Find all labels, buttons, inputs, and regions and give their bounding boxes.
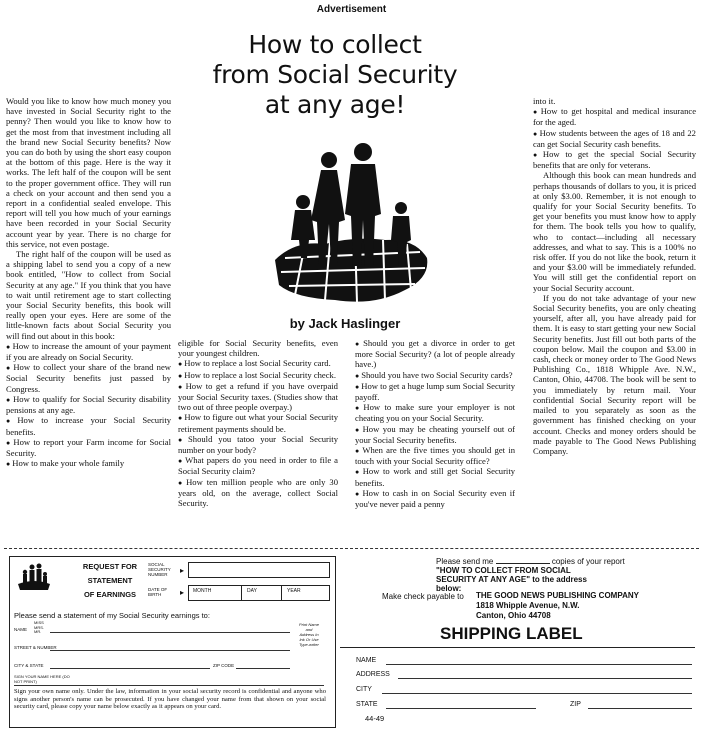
ad-code: 44-49 bbox=[365, 714, 385, 723]
signature-label: SIGN YOUR NAME HERE (DO NOT PRINT) bbox=[14, 674, 70, 684]
ship-city-label: CITY bbox=[356, 686, 372, 693]
bullet-item: ● What papers do you need in order to file a Social Security claim? bbox=[178, 455, 338, 476]
legal-notice: Sign your own name only. Under the law, information in your social security record is confidential and anyone who signs another person's name can be prosecuted. If you have changed your name from that shown on your social security card, please copy your name below exactly as it appears on your card. bbox=[14, 688, 326, 711]
book-title-line: "HOW TO COLLECT FROM SOCIAL SECURITY AT ANY AGE" to the address below: bbox=[436, 566, 587, 593]
shipping-label-title: SHIPPING LABEL bbox=[440, 624, 583, 643]
company-street: 1818 Whipple Avenue, N.W. bbox=[476, 601, 580, 610]
arrow-icon: ▸ bbox=[180, 566, 185, 575]
bullet-item: ● How to get a refund if you have overpaid your Social Security taxes. (Studies show that two out of three people overpay.) bbox=[178, 381, 338, 413]
year-label: YEAR bbox=[287, 588, 301, 594]
ssn-label: SOCIAL SECURITY NUMBER bbox=[148, 562, 171, 577]
ship-name-field[interactable] bbox=[386, 664, 692, 665]
bullet-item: ● Should you tatoo your Social Security number on your body? bbox=[178, 434, 338, 455]
headline-line-3: at any age! bbox=[264, 90, 406, 119]
divider bbox=[340, 647, 695, 648]
ship-state-label: STATE bbox=[356, 701, 378, 708]
bullet-item: ● How to figure out what your Social Security retirement payments should be. bbox=[178, 412, 338, 433]
form-title-line-2: STATEMENT bbox=[87, 576, 133, 585]
send-me-text: Please send me bbox=[436, 557, 494, 566]
title-options: MISS MRS. MR. bbox=[34, 620, 44, 634]
form-title-line-1: REQUEST FOR bbox=[82, 562, 138, 571]
byline: by Jack Haslinger bbox=[289, 316, 401, 331]
order-request bbox=[436, 557, 686, 566]
ship-zip-label: ZIP bbox=[570, 701, 581, 708]
bullet-item: ● Should you get a divorce in order to get more Social Security? (a lot of people already have.) bbox=[355, 338, 515, 370]
bullet-item: ● How to collect your share of the brand new Social Security benefits just passed by Congress. bbox=[6, 362, 171, 394]
company-city: Canton, Ohio 44708 bbox=[476, 611, 551, 620]
bullet-item: ● How to make your whole family bbox=[6, 458, 171, 469]
article-column-2 bbox=[178, 338, 338, 508]
family-logo-icon bbox=[16, 562, 52, 592]
family-on-map-illustration bbox=[265, 140, 435, 308]
bullet-item: ● How to get a huge lump sum Social Security payoff. bbox=[355, 381, 515, 402]
bullet-item: ● Should you have two Social Security cards? bbox=[355, 370, 515, 381]
paragraph: eligible for Social Security benefits, even your youngest children. bbox=[178, 338, 338, 359]
payable-label: Make check payable to bbox=[382, 592, 464, 601]
bullet-item: ● How you may be cheating yourself out of your Social Security benefits. bbox=[355, 424, 515, 445]
bullet-item: ● How to increase your Social Security benefits. bbox=[6, 415, 171, 436]
arrow-icon: ▸ bbox=[180, 588, 185, 597]
bullet-item: ● How to get the special Social Security benefits that are only for veterans. bbox=[533, 149, 696, 170]
bullet-item: ● How to replace a lost Social Security check. bbox=[178, 370, 338, 381]
bullet-item: ● How to cash in on Social Security even if you've never paid a penny bbox=[355, 488, 515, 509]
headline bbox=[190, 30, 480, 120]
copies-text: copies of your report bbox=[551, 557, 625, 566]
divider bbox=[241, 586, 242, 600]
headline-line-2: from Social Security bbox=[212, 60, 458, 89]
ship-address-label: ADDRESS bbox=[356, 671, 390, 678]
company-name: THE GOOD NEWS PUBLISHING COMPANY bbox=[476, 591, 639, 600]
street-field[interactable] bbox=[50, 650, 290, 651]
ship-name-label: NAME bbox=[356, 657, 377, 664]
ship-address-field[interactable] bbox=[398, 678, 692, 679]
bullet-item: ● How ten million people who are only 30 years old, on the average, collect Social Security. bbox=[178, 477, 338, 509]
bullet-item: ● How to increase the amount of your payment if you are already on Social Security. bbox=[6, 341, 171, 362]
bullet-item: ● How students between the ages of 18 and 22 can get Social Security cash benefits. bbox=[533, 128, 696, 149]
article-column-3 bbox=[355, 338, 515, 509]
coupon-cut-line bbox=[4, 548, 699, 549]
article-column-4 bbox=[533, 96, 696, 456]
zip-label: ZIP CODE bbox=[213, 663, 235, 668]
day-label: DAY bbox=[247, 588, 257, 594]
paragraph: The right half of the coupon will be used as a shipping label to send you a copy of a new book entitled, "How to collect from Social Security at any age." If you think that you have to wait until retirement age to start collecting your Social Security benefits, this book will really open your eyes. Here are some of the little-known facts about Social Security you will find out about in this book: bbox=[6, 249, 171, 341]
name-label: NAME bbox=[14, 627, 28, 632]
signature-field[interactable] bbox=[14, 685, 324, 686]
paragraph: If you do not take advantage of your new Social Security benefits, you are only cheating yourself, after all, you have already paid for them. It is easy to start getting your new Social Security benefits. Just fill out both parts of the coupon below. Mail the coupon and $3.00 in cash, check or money order to The Good News Publishing Co., 1818 Whipple Ave. N.W., Canton, Ohio, 44708. The book will be sent to you immediately by return mail. Your confidential Social Security report will be mailed to you separately as soon as the government has finished checking on your account. Checks and money orders should be made payable to The Good News Publishing Company. bbox=[533, 292, 696, 456]
city-label: CITY & STATE bbox=[14, 663, 44, 668]
bullet-item: ● How to replace a lost Social Security card. bbox=[178, 358, 338, 369]
month-label: MONTH bbox=[193, 588, 212, 594]
bullet-item: ● How to qualify for Social Security disability pensions at any age. bbox=[6, 394, 171, 415]
name-field[interactable] bbox=[50, 632, 290, 633]
paragraph: Would you like to know how much money you have invested in Social Security right to the penny? Then would you like to know how to get the most from that investment including all the brand new Social Security benefits? Now you can do both by using the short easy coupon at the bottom of this page. Here is the way it works. The left half of the coupon will be sent to the proper government office. They will run a check on your account and then send you a report in a confidential sealed envelope. This report will tell you how much of your earnings have been recorded in your Social Security account year by year. There is no charge for this service, not even postage. bbox=[6, 96, 171, 249]
form-title-line-3: OF EARNINGS bbox=[83, 590, 137, 599]
headline-line-1: How to collect bbox=[248, 30, 422, 59]
ssn-input[interactable] bbox=[188, 562, 330, 578]
paragraph: Although this book can mean hundreds and perhaps thousands of dollars to you, it is priced at only $3.00. Remember, it is not enough to qualify for your Social Security benefits. To get your benefits you must know how to apply for them. The book tells you how to qualify, who to contact—including all necessary addresses, and what to say. This is a 100% no risk offer. If you do not like the book, return it and your $3.00 will be immediately refunded. You will still get the confidential report on your Social Security account. bbox=[533, 170, 696, 293]
ship-state-field[interactable] bbox=[386, 708, 536, 709]
zip-field[interactable] bbox=[236, 668, 290, 669]
street-label: STREET & NUMBER bbox=[14, 645, 57, 650]
print-note: Print Name and Address In Ink Or Use Type-writer bbox=[298, 622, 319, 647]
advertisement-label: Advertisement bbox=[316, 4, 387, 15]
bullet-item: ● How to make sure your employer is not cheating you on your Social Security. bbox=[355, 402, 515, 423]
copies-field[interactable] bbox=[496, 563, 550, 564]
paragraph: into it. bbox=[533, 96, 556, 106]
bullet-item: ● How to work and still get Social Security benefits. bbox=[355, 466, 515, 487]
ship-city-field[interactable] bbox=[382, 693, 692, 694]
form-instructions: Please send a statement of my Social Security earnings to: bbox=[14, 611, 210, 620]
dob-input[interactable] bbox=[188, 585, 330, 601]
city-field[interactable] bbox=[50, 668, 210, 669]
form-title bbox=[70, 560, 150, 602]
ship-zip-field[interactable] bbox=[588, 708, 692, 709]
divider bbox=[281, 586, 282, 600]
dob-label: DATE OF BIRTH bbox=[148, 587, 168, 597]
bullet-item: ● How to report your Farm income for Social Security. bbox=[6, 437, 171, 458]
bullet-item: ● When are the five times you should get in touch with your Social Security office? bbox=[355, 445, 515, 466]
bullet-item: ● How to get hospital and medical insurance for the aged. bbox=[533, 106, 696, 127]
article-column-1 bbox=[6, 96, 171, 469]
